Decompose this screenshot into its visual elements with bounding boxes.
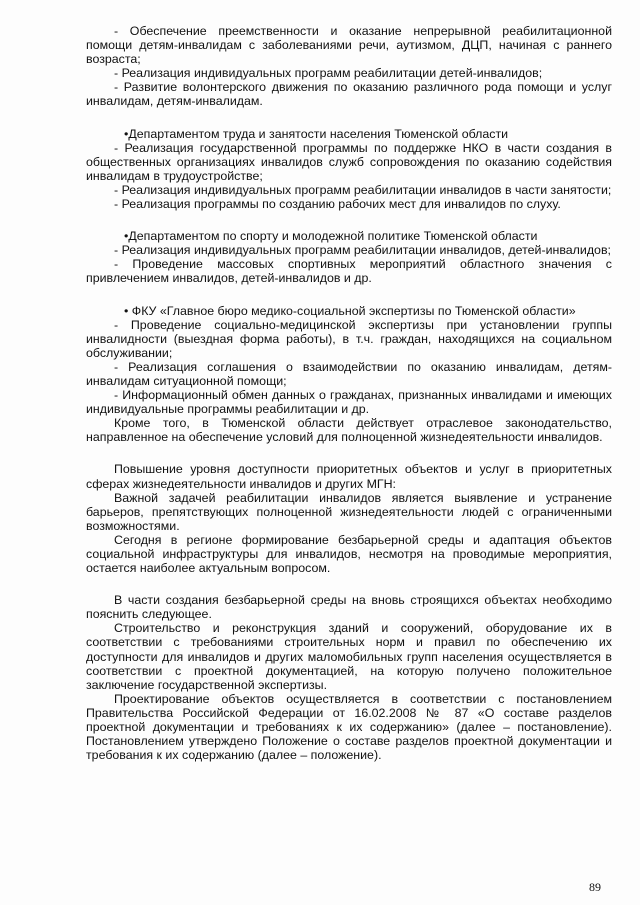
- paragraph: - Информационный обмен данных о гражданах, признанных инвалидами и имеющих индивидуальные программы реабилитации и др.: [86, 388, 612, 417]
- paragraph: - Развитие волонтерского движения по оказанию различного рода помощи и услуг инвалидам, детям-инвалидам.: [86, 80, 612, 109]
- paragraph: - Реализация государственной программы по поддержке НКО в части создания в общественных организациях инвалидов служб сопровождения по оказанию содействия инвалидам в трудоустройстве;: [86, 140, 612, 183]
- paragraph: Проектирование объектов осуществляется в соответствии с постановлением Правительства Российской Федерации от 16.02.2008 № 87 «О составе разделов проектной документации и требованиях к их содержанию» (далее – постановление). Постановлением утверждено Положение о составе разделов проектной документации и требования к их содержанию (далее – положение).: [86, 691, 612, 763]
- paragraph: - Реализация индивидуальных программ реабилитации детей-инвалидов;: [114, 66, 543, 81]
- paragraph: В части создания безбарьерной среды на вновь строящихся объектах необходимо пояснить следующее.: [86, 593, 612, 622]
- paragraph: Повышение уровня доступности приоритетных объектов и услуг в приоритетных сферах жизнедеятельности инвалидов и других МГН:: [86, 462, 612, 491]
- section-heading: •Департаментом труда и занятости населения Тюменской области: [124, 126, 509, 141]
- paragraph: - Проведение массовых спортивных мероприятий областного значения с привлечением инвалидов, детей-инвалидов и др.: [86, 257, 612, 286]
- page-number: 89: [589, 880, 601, 894]
- paragraph: Сегодня в регионе формирование безбарьерной среды и адаптация объектов социальной инфраструктуры для инвалидов, несмотря на проводимые мероприятия, остается наиболее актуальным вопросом.: [86, 532, 612, 576]
- section-heading: • ФКУ «Главное бюро медико-социальной экспертизы по Тюменской области»: [124, 303, 576, 318]
- paragraph: - Реализация индивидуальных программ реабилитации инвалидов в части занятости;: [114, 182, 612, 197]
- paragraph: Кроме того, в Тюменской области действует отраслевое законодательство, направленное на обеспечение условий для полноценной жизнедеятельности инвалидов.: [86, 416, 612, 445]
- paragraph: - Реализация программы по созданию рабочих мест для инвалидов по слуху.: [114, 197, 561, 212]
- paragraph: Строительство и реконструкция зданий и сооружений, оборудование их в соответствии с требованиями строительных норм и правил по обеспечению их доступности для инвалидов и других маломобильных групп населения осуществляется в соответствии с проектной документацией, на которую получено положительное заключение государственной экспертизы.: [86, 621, 612, 692]
- paragraph: - Обеспечение преемственности и оказание непрерывной реабилитационной помощи детям-инвалидам с заболеваниями речи, аутизмом, ДЦП, начиная с раннего возраста;: [86, 24, 612, 67]
- section-heading: •Департаментом по спорту и молодежной политике Тюменской области: [124, 229, 538, 244]
- paragraph: - Реализация соглашения о взаимодействии по оказанию инвалидам, детям-инвалидам ситуационной помощи;: [86, 359, 612, 388]
- paragraph: - Реализация индивидуальных программ реабилитации инвалидов, детей-инвалидов;: [114, 243, 611, 258]
- paragraph: Важной задачей реабилитации инвалидов является выявление и устранение барьеров, препятствующих полноценной жизнедеятельности людей с ограниченными возможностями.: [86, 490, 612, 533]
- paragraph: - Проведение социально-медицинской экспертизы при установлении группы инвалидности (выездная форма работы), в т.ч. граждан, находящихся на социальном обслуживании;: [86, 317, 612, 360]
